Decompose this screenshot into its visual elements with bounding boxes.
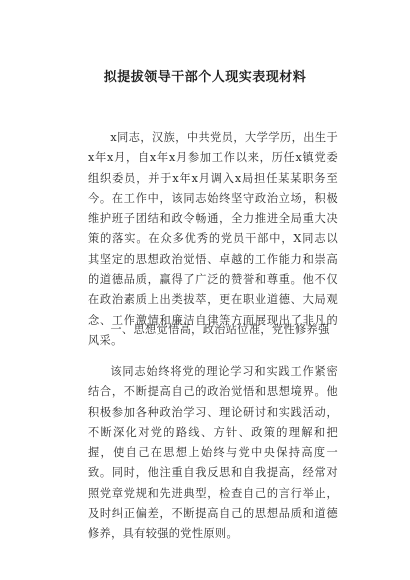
- section-body-paragraph: 该同志始终将党的理论学习和实践工作紧密结合，不断提高自己的政治觉悟和思想境界。他积极参加各种政治学习、理论研讨和实践活动，不断深化对党的路线、方针、政策的理解和把握，使自己在思想上始终与党中央保持高度一致。同时，他注重自我反思和自我提高，经常对照党章党规和先进典型，检查自己的言行举止，及时纠正偏差，不断提高自己的思想品质和道德修养，具有较强的党性原则。: [88, 365, 338, 541]
- document-title: 拟提拔领导干部个人现实表现材料: [103, 70, 307, 85]
- section-heading: 一、思想觉悟高，政治站位准，党性修养强: [110, 323, 330, 336]
- intro-paragraph: x同志，汉族，中共党员，大学学历，出生于x年x月，自x年x月参加工作以来，历任x镇党委组织委员，并于x年x月调入x局担任某某职务至今。在工作中，该同志始终坚守政治立场，积极维护班子团结和政令畅通，全力推进全局重大决策的落实。在众多优秀的党员干部中，X同志以其坚定的思想政治觉悟、卓越的工作能力和崇高的道德品质，赢得了广泛的赞誉和尊重。他不仅在政治素质上出类拔萃，更在职业道德、大局观念、工作激情和廉洁自律等方面展现出了非凡的风采。: [88, 131, 338, 347]
